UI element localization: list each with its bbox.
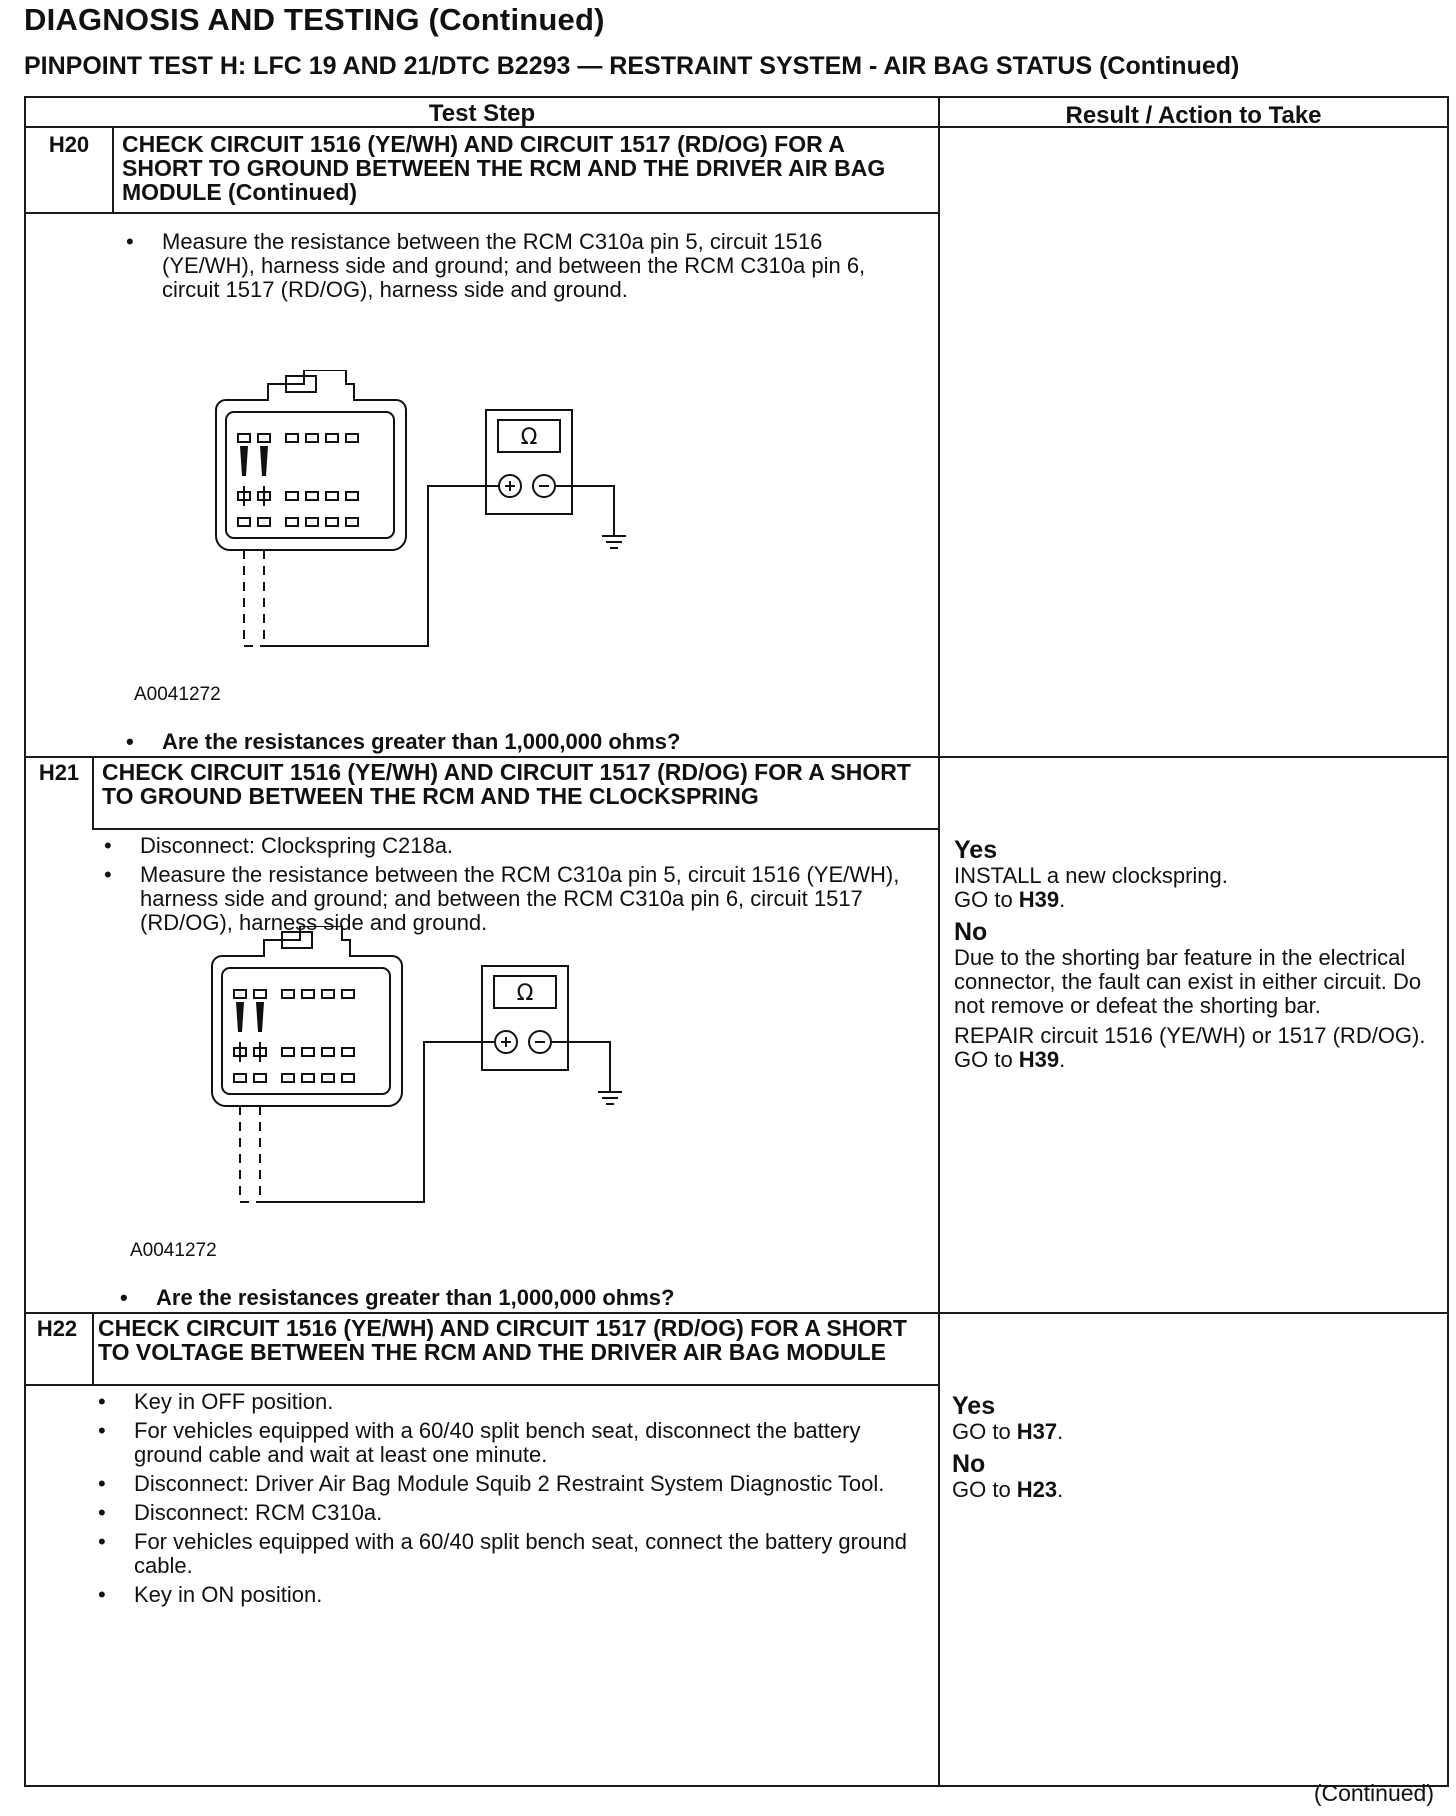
pinpoint-test-title: PINPOINT TEST H: LFC 19 AND 21/DTC B2293 — RESTRAINT SYSTEM - AIR BAG STATUS (Continued) — [24, 52, 1240, 80]
test-lead-positive — [264, 486, 499, 646]
bullet-item: • Disconnect: RCM C310a. — [92, 1501, 922, 1525]
bullet-item: • Disconnect: Clockspring C218a. — [98, 834, 918, 858]
goto-prefix: GO to — [952, 1477, 1017, 1502]
goto-step-link: H39 — [1018, 1047, 1060, 1072]
step-heading-h20: CHECK CIRCUIT 1516 (YE/WH) AND CIRCUIT 1517 (RD/OG) FOR A SHORT TO GROUND BETWEEN THE RCM AND THE DRIVER AIR BAG MODULE (Continued) — [122, 131, 886, 205]
probe-1 — [236, 1002, 244, 1032]
bullet-item: • For vehicles equipped with a 60/40 split bench seat, disconnect the battery ground cable and wait at least one minute. — [92, 1419, 922, 1467]
bullet-item: • Key in ON position. — [92, 1583, 922, 1607]
column-divider — [938, 98, 940, 1785]
pin-row-2 — [234, 1048, 354, 1056]
question-h20 — [120, 730, 920, 759]
figure-id-h21: A0041272 — [130, 1240, 217, 1261]
bullet-item: • Measure the resistance between the RCM C310a pin 5, circuit 1516 (YE/WH), harness side and ground; and between the RCM C310a pin 6, circuit 1517 (RD/OG), harness side and ground. — [120, 230, 920, 302]
pin-row-1 — [238, 434, 358, 442]
result-yes-label: Yes — [952, 1392, 996, 1420]
step-id-h22: H22 — [36, 1316, 78, 1341]
bullet-item: • Disconnect: Driver Air Bag Module Squib 2 Restraint System Diagnostic Tool. — [92, 1472, 922, 1496]
ohm-symbol: Ω — [520, 425, 538, 450]
bullet-item: • For vehicles equipped with a 60/40 split bench seat, connect the battery ground cable. — [92, 1530, 922, 1578]
pin-row-1 — [234, 990, 354, 998]
col-header-test-step: Test Step — [428, 100, 536, 127]
h20-id-divider — [112, 128, 114, 212]
figure-id-h20: A0041272 — [134, 684, 221, 705]
test-lead-positive — [260, 1042, 495, 1202]
test-lead-negative — [551, 1042, 610, 1092]
question-h21 — [114, 1286, 914, 1315]
result-no-label: No — [952, 1450, 986, 1478]
connector-inner — [226, 412, 394, 538]
goto-step-link: H37 — [1016, 1419, 1058, 1444]
goto-step-link: H23 — [1016, 1477, 1058, 1502]
ohm-symbol: Ω — [516, 981, 534, 1006]
step-body-h22 — [92, 1390, 922, 1612]
pin-row-3 — [238, 518, 358, 526]
connector-meter-diagram-h21 — [172, 926, 632, 1226]
probe-2 — [260, 446, 268, 476]
step-id-h20: H20 — [48, 132, 90, 157]
probe-1 — [240, 446, 248, 476]
h22-head-rule — [26, 1384, 938, 1386]
result-yes-action: INSTALL a new clockspring. — [954, 863, 1228, 888]
result-no-text: Due to the shorting bar feature in the electrical connector, the fault can exist in either circuit. Do not remove or defeat the shorting bar. — [954, 945, 1422, 1018]
result-no-action: REPAIR circuit 1516 (YE/WH) or 1517 (RD/OG). GO to — [954, 1023, 1426, 1072]
pin-row-2 — [238, 492, 358, 500]
connector-meter-diagram-h20 — [176, 370, 636, 670]
pin-row-3 — [234, 1074, 354, 1082]
result-no-label: No — [954, 918, 988, 946]
test-lead-negative — [555, 486, 614, 536]
step-id-h21: H21 — [38, 760, 80, 785]
bullet-item: • Measure the resistance between the RCM C310a pin 5, circuit 1516 (YE/WH), harness side and ground; and between the RCM C310a pin 6, circuit 1517 (RD/OG), harness side and ground. — [98, 863, 918, 935]
probe-2 — [256, 1002, 264, 1032]
step-heading-h22: CHECK CIRCUIT 1516 (YE/WH) AND CIRCUIT 1517 (RD/OG) FOR A SHORT TO VOLTAGE BETWEEN THE RCM AND THE DRIVER AIR BAG MODULE — [98, 1315, 907, 1365]
result-h21: Yes INSTALL a new clockspring. GO to H39. No Due to the shorting bar feature in the electrical connector, the fault can exist in either circuit. Do not remove or defeat the shorting bar. REPAIR circuit 1516 (YE/WH) or 1517 (RD/OG). GO to H39. — [954, 832, 1434, 1078]
h20-head-rule — [26, 212, 938, 214]
page-title: DIAGNOSIS AND TESTING (Continued) — [24, 2, 605, 37]
question-text: • Are the resistances greater than 1,000,000 ohms? — [120, 730, 920, 754]
goto-prefix: GO to — [954, 887, 1019, 912]
h22-top-rule — [26, 1312, 1447, 1314]
question-text: • Are the resistances greater than 1,000,000 ohms? — [114, 1286, 914, 1310]
h21-top-rule — [26, 756, 1447, 758]
result-h22: Yes GO to H37. No GO to H23. — [952, 1388, 1432, 1508]
goto-step-link: H39 — [1018, 887, 1060, 912]
connector-inner — [222, 968, 390, 1094]
test-table — [24, 96, 1449, 1787]
continued-footer: (Continued) — [1313, 1780, 1434, 1806]
step-body-h21 — [98, 834, 918, 940]
step-heading-h21: CHECK CIRCUIT 1516 (YE/WH) AND CIRCUIT 1517 (RD/OG) FOR A SHORT TO GROUND BETWEEN THE RCM AND THE CLOCKSPRING — [102, 759, 911, 809]
goto-prefix: GO to — [952, 1419, 1017, 1444]
h21-head-rule — [92, 828, 938, 830]
bullet-item: • Key in OFF position. — [92, 1390, 922, 1414]
result-yes-label: Yes — [954, 836, 998, 864]
step-body-h20 — [120, 230, 920, 307]
col-header-result: Result / Action to Take — [1065, 102, 1322, 129]
